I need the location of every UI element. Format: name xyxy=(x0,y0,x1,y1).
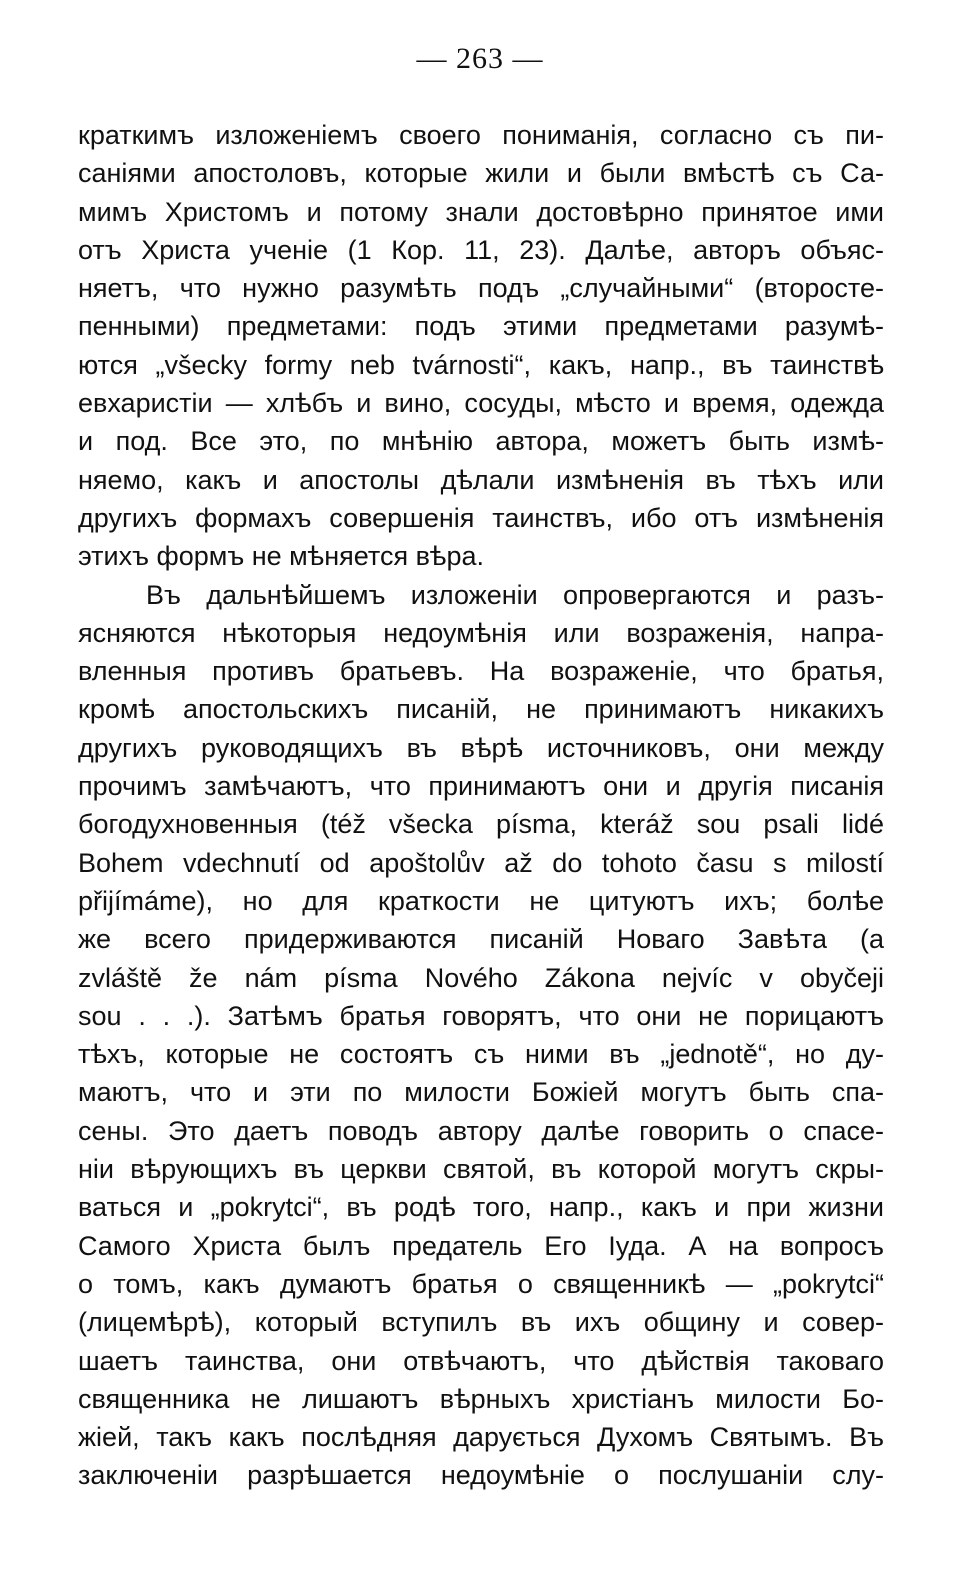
text-line: кромѣ апостольскихъ писаній, не принимаютъ никакихъ xyxy=(78,694,884,725)
text-line: няетъ, что нужно разумѣть подъ „случайными“ (второсте- xyxy=(78,273,884,304)
text-line: о томъ, какъ думаютъ братья о священникѣ — „pokrytci“ xyxy=(78,1268,884,1299)
text-line: ваться и „pokrytci“, въ родѣ того, напр., какъ и при жизни xyxy=(78,1192,884,1223)
text-line: sou . . .). Затѣмъ братья говорятъ, что они не порицаютъ xyxy=(78,1000,884,1031)
text-line: мимъ Христомъ и потому знали достовѣрно принятое ими xyxy=(78,196,884,227)
text-line: вленныя противъ братьевъ. На возраженіе, что братья, xyxy=(78,656,884,687)
paragraph xyxy=(78,576,884,1495)
paragraph xyxy=(78,116,884,576)
text-line: богодухновенныя (též všecka písma, kteráž sou psali lidé xyxy=(78,809,884,840)
text-line: няемо, какъ и апостолы дѣлали измѣненія въ тѣхъ или xyxy=(78,464,884,495)
text-line: же всего придерживаются писаній Новаго Завѣта (a xyxy=(78,924,884,955)
text-line: ніи вѣрующихъ въ церкви святой, въ которой могутъ скры- xyxy=(78,1154,884,1185)
text-line: другихъ руководящихъ въ вѣрѣ источниковъ, они между xyxy=(78,732,884,763)
text-line: другихъ формахъ совершенія таинствъ, ибо отъ измѣненія xyxy=(78,502,884,533)
page-number: — 263 — xyxy=(416,42,544,75)
text-line: (лицемѣрѣ), который вступилъ въ ихъ общину и совер- xyxy=(78,1307,884,1338)
text-line: этихъ формъ не мѣняется вѣра. xyxy=(78,541,484,572)
text-line: ясняются нѣкоторыя недоумѣнія или возраженія, напра- xyxy=(78,617,884,648)
text-line: отъ Христа ученіе (1 Кор. 11, 23). Далѣе, авторъ объяс- xyxy=(78,234,884,265)
text-line: Въ дальнѣйшемъ изложеніи опровергаются и разъ- xyxy=(146,579,884,610)
text-line: жіей, такъ какъ послѣдняя дарується Духомъ Святымъ. Въ xyxy=(78,1422,884,1453)
text-line: сены. Это даетъ поводъ автору далѣе говорить о спасе- xyxy=(78,1115,884,1146)
text-line: прочимъ замѣчаютъ, что принимаютъ они и другія писанія xyxy=(78,771,884,802)
text-line: пенными) предметами: подъ этими предметами разумѣ- xyxy=(78,311,884,342)
text-line: přijímáme), но для краткости не цитуютъ ихъ; болѣе xyxy=(78,885,884,916)
text-line: Bohem vdechnutí od apoštolův až do tohoto času s milostí xyxy=(78,847,884,878)
body-text xyxy=(78,116,884,1495)
text-line: ются „všecky formy neb tvárnosti“, какъ, напр., въ таинствѣ xyxy=(78,349,884,380)
text-line: краткимъ изложеніемъ своего пониманія, согласно съ пи- xyxy=(78,120,884,150)
text-line: zvláště že nám písma Nového Zákona nejvíc v obyčeji xyxy=(78,962,884,993)
text-line: и под. Все это, по мнѣнію автора, можетъ быть измѣ- xyxy=(78,426,884,457)
text-line: евхаристіи — хлѣбъ и вино, сосуды, мѣсто и время, одежда xyxy=(78,388,884,419)
text-line: шаетъ таинства, они отвѣчаютъ, что дѣйствія таковаго xyxy=(78,1345,884,1376)
text-line: Самого Христа былъ предатель Его Іуда. А на вопросъ xyxy=(78,1230,884,1261)
text-line: тѣхъ, которые не состоятъ съ ними въ „jednotě“, но ду- xyxy=(78,1039,884,1070)
text-line: маютъ, что и эти по милости Божіей могутъ быть спа- xyxy=(78,1077,884,1108)
text-line: саніями апостоловъ, которые жили и были вмѣстѣ съ Са- xyxy=(78,158,884,189)
text-line: заключеніи разрѣшается недоумѣніе о послушаніи слу- xyxy=(78,1460,884,1491)
text-line: священника не лишаютъ вѣрныхъ христіанъ милости Бо- xyxy=(78,1383,884,1414)
